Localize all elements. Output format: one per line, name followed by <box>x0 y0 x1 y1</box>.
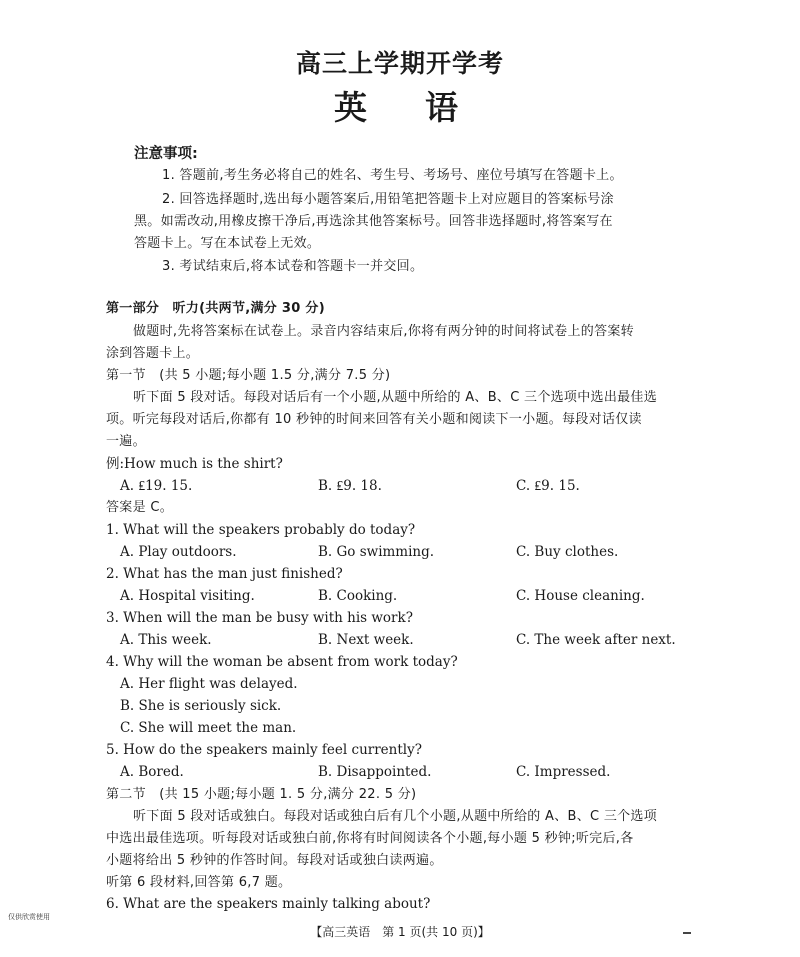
question-5: 5. How do the speakers mainly feel currently? <box>106 742 422 758</box>
part1-intro-line2: 涂到答题卡上。 <box>106 346 200 361</box>
example-option-c: C. ₤9. 15. <box>516 478 580 494</box>
section2-intro-line1: 听下面 5 段对话或独白。每段对话或独白后有几个小题,从题中所给的 A、B、C 三个选项 <box>133 809 658 824</box>
exam-title: 高三上学期开学考 <box>295 49 504 78</box>
notes-item-2-cont2: 答题卡上。写在本试卷上无效。 <box>134 236 321 251</box>
part1-intro-line1: 做题时,先将答案标在试卷上。录音内容结束后,你将有两分钟的时间将试卷上的答案转 <box>133 324 634 339</box>
section1-title: 第一节 (共 5 小题;每小题 1.5 分,满分 7.5 分) <box>106 368 391 383</box>
subject-title: 英语 <box>334 88 516 127</box>
q4-option-b: B. She is seriously sick. <box>120 698 282 714</box>
q1-option-a: A. Play outdoors. <box>120 544 237 560</box>
q2-option-c: C. House cleaning. <box>516 588 645 604</box>
q3-option-a: A. This week. <box>120 632 212 648</box>
footer-dash <box>683 932 691 934</box>
question-2: 2. What has the man just finished? <box>106 566 343 582</box>
q4-option-a: A. Her flight was delayed. <box>120 676 298 692</box>
q1-option-b: B. Go swimming. <box>318 544 435 560</box>
example-option-a: A. ₤19. 15. <box>120 478 193 494</box>
part1-title: 第一部分 听力(共两节,满分 30 分) <box>106 301 325 316</box>
q5-option-c: C. Impressed. <box>516 764 611 780</box>
q3-option-b: B. Next week. <box>318 632 414 648</box>
section2-title: 第二节 (共 15 小题;每小题 1. 5 分,满分 22. 5 分) <box>106 787 417 802</box>
notes-item-1: 1. 答题前,考生务必将自己的姓名、考生号、考场号、座位号填写在答题卡上。 <box>162 168 623 183</box>
example-answer: 答案是 C。 <box>106 500 174 515</box>
section1-intro-line3: 一遍。 <box>106 434 146 449</box>
notes-heading: 注意事项: <box>134 146 198 162</box>
page-footer: 【高三英语 第 1 页(共 10 页)】 <box>310 925 490 939</box>
question-4: 4. Why will the woman be absent from work today? <box>106 654 458 670</box>
q5-option-a: A. Bored. <box>120 764 184 780</box>
side-note: 仅供欣赏使用 <box>8 913 50 921</box>
example-option-b: B. ₤9. 18. <box>318 478 382 494</box>
section2-intro-line3: 小题将给出 5 秒钟的作答时间。每段对话或独白读两遍。 <box>106 853 443 868</box>
question-1: 1. What will the speakers probably do today? <box>106 522 416 538</box>
section1-intro-line1: 听下面 5 段对话。每段对话后有一个小题,从题中所给的 A、B、C 三个选项中选出最佳选 <box>133 390 658 405</box>
question-3: 3. When will the man be busy with his work? <box>106 610 413 626</box>
notes-item-3: 3. 考试结束后,将本试卷和答题卡一并交回。 <box>162 259 424 274</box>
q2-option-a: A. Hospital visiting. <box>120 588 255 604</box>
q1-option-c: C. Buy clothes. <box>516 544 619 560</box>
section1-intro-line2: 项。听完每段对话后,你都有 10 秒钟的时间来回答有关小题和阅读下一小题。每段对话仅读 <box>106 412 642 427</box>
section2-intro-line2: 中选出最佳选项。听每段对话或独白前,你将有时间阅读各个小题,每小题 5 秒钟;听完后,各 <box>106 831 634 846</box>
q3-option-c: C. The week after next. <box>516 632 676 648</box>
q4-option-c: C. She will meet the man. <box>120 720 297 736</box>
question-6: 6. What are the speakers mainly talking about? <box>106 896 431 912</box>
notes-item-2-cont: 黑。如需改动,用橡皮擦干净后,再选涂其他答案标号。回答非选择题时,将答案写在 <box>134 214 613 229</box>
q5-option-b: B. Disappointed. <box>318 764 432 780</box>
notes-item-2: 2. 回答选择题时,选出每小题答案后,用铅笔把答题卡上对应题目的答案标号涂 <box>162 192 614 207</box>
q2-option-b: B. Cooking. <box>318 588 398 604</box>
material-instruction: 听第 6 段材料,回答第 6,7 题。 <box>106 875 292 890</box>
example-question: 例:How much is the shirt? <box>106 456 283 472</box>
